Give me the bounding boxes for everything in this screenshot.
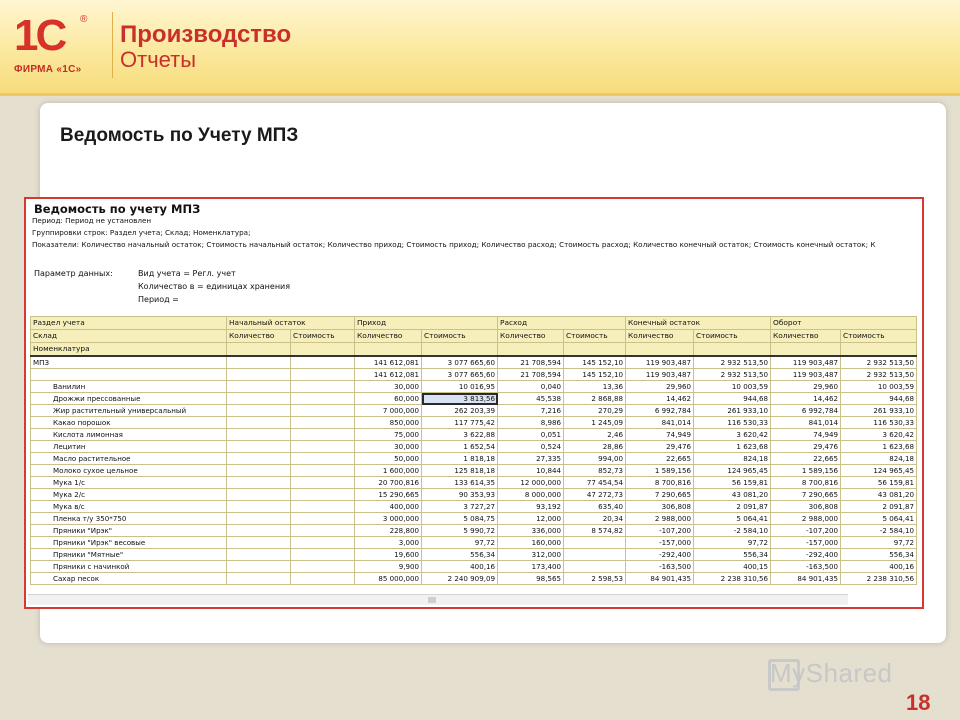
table-row[interactable]	[31, 393, 917, 405]
report-title: Ведомость по учету МПЗ	[34, 202, 201, 216]
value-cell[interactable]: 97,72	[841, 537, 917, 549]
value-cell[interactable]: 56 159,81	[694, 477, 771, 489]
value-cell[interactable]: -163,500	[626, 561, 694, 573]
header-cost: Стоимость	[694, 330, 771, 343]
value-cell[interactable]	[227, 537, 291, 549]
value-cell[interactable]: 20 700,816	[355, 477, 422, 489]
table-row[interactable]	[31, 453, 917, 465]
value-cell[interactable]: 84 901,435	[626, 573, 694, 585]
report-groupings: Группировки строк: Раздел учета; Склад; Номенклатура;	[32, 228, 251, 237]
table-row[interactable]	[31, 525, 917, 537]
header-section-label: Раздел учета	[31, 317, 227, 330]
value-cell[interactable]: 43 081,20	[841, 489, 917, 501]
row-name-cell[interactable]	[31, 369, 227, 381]
value-cell[interactable]: 29,476	[771, 441, 841, 453]
value-cell[interactable]	[227, 369, 291, 381]
value-cell[interactable]	[227, 417, 291, 429]
value-cell[interactable]	[564, 549, 626, 561]
value-cell[interactable]: 2 988,000	[626, 513, 694, 525]
value-cell[interactable]: 5 084,75	[422, 513, 498, 525]
header-cost: Стоимость	[564, 330, 626, 343]
value-cell[interactable]: 944,68	[841, 393, 917, 405]
scrollbar-thumb[interactable]	[428, 597, 436, 603]
value-cell[interactable]: 306,808	[771, 501, 841, 513]
value-cell[interactable]	[227, 477, 291, 489]
value-cell[interactable]: 30,000	[355, 381, 422, 393]
value-cell[interactable]: 0,040	[498, 381, 564, 393]
value-cell[interactable]	[291, 381, 355, 393]
value-cell[interactable]: 43 081,20	[694, 489, 771, 501]
header-qty: Количество	[227, 330, 291, 343]
value-cell[interactable]	[291, 537, 355, 549]
value-cell[interactable]: 2 932 513,50	[694, 369, 771, 381]
header-divider	[112, 12, 113, 78]
value-cell[interactable]: 0,524	[498, 441, 564, 453]
value-cell[interactable]: 97,72	[422, 537, 498, 549]
value-cell[interactable]	[291, 441, 355, 453]
value-cell[interactable]: 841,014	[626, 417, 694, 429]
row-name-cell[interactable]: Пленка т/у 350*750	[31, 513, 227, 525]
value-cell[interactable]: 3 620,42	[841, 429, 917, 441]
value-cell[interactable]: 2 932 513,50	[841, 356, 917, 369]
value-cell[interactable]: 2,46	[564, 429, 626, 441]
header-expense: Расход	[498, 317, 626, 330]
value-cell[interactable]: 1 600,000	[355, 465, 422, 477]
value-cell[interactable]: 5 990,72	[422, 525, 498, 537]
value-cell[interactable]	[291, 369, 355, 381]
table-row[interactable]	[31, 513, 917, 525]
value-cell[interactable]: 6 992,784	[626, 405, 694, 417]
value-cell[interactable]	[227, 525, 291, 537]
report-indicators: Показатели: Количество начальный остаток; Стоимость начальный остаток; Количество приход; Стоимость приход; Количество расход; Стоимость расход; Количество конечный остаток; Стоимость конечный остаток; К	[32, 240, 876, 249]
report-window	[24, 197, 924, 609]
company-logo	[8, 10, 108, 80]
value-cell[interactable]: 173,400	[498, 561, 564, 573]
value-cell[interactable]: 400,15	[694, 561, 771, 573]
row-name-cell[interactable]: Сахар песок	[31, 573, 227, 585]
table-header-row-item	[31, 343, 917, 357]
data-param-accounting-type: Вид учета = Регл. учет	[138, 269, 236, 278]
value-cell[interactable]: 1 623,68	[694, 441, 771, 453]
value-cell[interactable]: 6 992,784	[771, 405, 841, 417]
header-cost: Стоимость	[422, 330, 498, 343]
value-cell[interactable]	[564, 561, 626, 573]
value-cell[interactable]: 56 159,81	[841, 477, 917, 489]
value-cell[interactable]	[291, 453, 355, 465]
value-cell[interactable]	[291, 429, 355, 441]
value-cell[interactable]: 10,844	[498, 465, 564, 477]
value-cell[interactable]: 29,960	[626, 381, 694, 393]
row-name-cell[interactable]: Пряники "Ирэк" весовые	[31, 537, 227, 549]
header-closing-balance: Конечный остаток	[626, 317, 771, 330]
value-cell[interactable]: 3 620,42	[694, 429, 771, 441]
header-warehouse-label: Склад	[31, 330, 227, 343]
value-cell[interactable]: 8 700,816	[771, 477, 841, 489]
value-cell[interactable]: 2 238 310,56	[841, 573, 917, 585]
value-cell[interactable]	[291, 393, 355, 405]
value-cell[interactable]: 7 000,000	[355, 405, 422, 417]
horizontal-scrollbar[interactable]	[28, 594, 848, 605]
logo-firm-name: ФИРМА «1С»	[14, 64, 82, 75]
value-cell[interactable]: 3 813,56	[422, 393, 498, 405]
value-cell[interactable]: 336,000	[498, 525, 564, 537]
row-name-cell[interactable]: Кислота лимонная	[31, 429, 227, 441]
value-cell[interactable]: -292,400	[771, 549, 841, 561]
value-cell[interactable]	[227, 381, 291, 393]
table-row[interactable]	[31, 561, 917, 573]
page-heading: Ведомость по Учету МПЗ	[60, 125, 299, 146]
watermark-text: MyShared	[770, 658, 893, 688]
value-cell[interactable]: 2 238 310,56	[694, 573, 771, 585]
value-cell[interactable]: 8 574,82	[564, 525, 626, 537]
value-cell[interactable]: 1 652,54	[422, 441, 498, 453]
table-row[interactable]	[31, 549, 917, 561]
table-row[interactable]	[31, 417, 917, 429]
value-cell[interactable]: 10 003,59	[694, 381, 771, 393]
value-cell[interactable]: 10 016,95	[422, 381, 498, 393]
value-cell[interactable]	[227, 429, 291, 441]
value-cell[interactable]: 1 818,18	[422, 453, 498, 465]
value-cell[interactable]	[291, 513, 355, 525]
value-cell[interactable]: 3,000	[355, 537, 422, 549]
value-cell[interactable]	[227, 489, 291, 501]
value-cell[interactable]: 556,34	[422, 549, 498, 561]
value-cell[interactable]	[291, 417, 355, 429]
value-cell[interactable]: 74,949	[771, 429, 841, 441]
row-name-cell[interactable]: Мука в/с	[31, 501, 227, 513]
table-row[interactable]	[31, 429, 917, 441]
table-row[interactable]	[31, 405, 917, 417]
value-cell[interactable]: 306,808	[626, 501, 694, 513]
row-name-cell[interactable]: Пряники "Мятные"	[31, 549, 227, 561]
value-cell[interactable]: 75,000	[355, 429, 422, 441]
value-cell[interactable]: -2 584,10	[841, 525, 917, 537]
value-cell[interactable]: 7 290,665	[771, 489, 841, 501]
value-cell[interactable]: 2 932 513,50	[841, 369, 917, 381]
value-cell[interactable]: 98,565	[498, 573, 564, 585]
value-cell[interactable]: 635,40	[564, 501, 626, 513]
value-cell[interactable]: 21 708,594	[498, 369, 564, 381]
value-cell[interactable]: 10 003,59	[841, 381, 917, 393]
value-cell[interactable]: 117 775,42	[422, 417, 498, 429]
value-cell[interactable]: 141 612,081	[355, 369, 422, 381]
value-cell[interactable]: 1 589,156	[626, 465, 694, 477]
value-cell[interactable]: 12,000	[498, 513, 564, 525]
value-cell[interactable]: -107,200	[771, 525, 841, 537]
value-cell[interactable]	[291, 465, 355, 477]
value-cell[interactable]: 133 614,35	[422, 477, 498, 489]
row-name-cell[interactable]: Пряники "Ирэк"	[31, 525, 227, 537]
value-cell[interactable]: 841,014	[771, 417, 841, 429]
value-cell[interactable]	[291, 561, 355, 573]
value-cell[interactable]: 3 077 665,60	[422, 369, 498, 381]
value-cell[interactable]: 119 903,487	[626, 369, 694, 381]
value-cell[interactable]: 3 727,27	[422, 501, 498, 513]
value-cell[interactable]: -157,000	[626, 537, 694, 549]
value-cell[interactable]: 824,18	[694, 453, 771, 465]
value-cell[interactable]: 400,16	[422, 561, 498, 573]
value-cell[interactable]: 9,900	[355, 561, 422, 573]
table-row[interactable]	[31, 465, 917, 477]
table-header-row-warehouse	[31, 330, 917, 343]
value-cell[interactable]: 93,192	[498, 501, 564, 513]
header-income: Приход	[355, 317, 498, 330]
value-cell[interactable]	[227, 405, 291, 417]
value-cell[interactable]: 21 708,594	[498, 356, 564, 369]
value-cell[interactable]: 77 454,54	[564, 477, 626, 489]
value-cell[interactable]: 2 932 513,50	[694, 356, 771, 369]
value-cell[interactable]: 2 091,87	[694, 501, 771, 513]
data-param-period: Период =	[138, 295, 179, 304]
row-name-cell[interactable]: Мука 1/с	[31, 477, 227, 489]
value-cell[interactable]: 400,16	[841, 561, 917, 573]
value-cell[interactable]: 944,68	[694, 393, 771, 405]
row-name-cell[interactable]: Мука 2/с	[31, 489, 227, 501]
value-cell[interactable]: -292,400	[626, 549, 694, 561]
logo-mark: 1С	[14, 11, 65, 60]
value-cell[interactable]	[291, 549, 355, 561]
row-name-cell[interactable]: Ванилин	[31, 381, 227, 393]
report-period: Период: Период не установлен	[32, 216, 152, 225]
value-cell[interactable]: 50,000	[355, 453, 422, 465]
value-cell[interactable]: 3 077 665,60	[422, 356, 498, 369]
value-cell[interactable]: 125 818,18	[422, 465, 498, 477]
value-cell[interactable]: -163,500	[771, 561, 841, 573]
table-row[interactable]	[31, 537, 917, 549]
data-param-quantity-unit: Количество в = единицах хранения	[138, 282, 291, 291]
value-cell[interactable]	[227, 356, 291, 369]
header-qty: Количество	[498, 330, 564, 343]
value-cell[interactable]: 400,000	[355, 501, 422, 513]
row-name-cell[interactable]: Пряники с начинкой	[31, 561, 227, 573]
value-cell[interactable]: -2 584,10	[694, 525, 771, 537]
value-cell[interactable]: 74,949	[626, 429, 694, 441]
row-name-cell[interactable]: Масло растительное	[31, 453, 227, 465]
value-cell[interactable]: 124 965,45	[694, 465, 771, 477]
table-row[interactable]	[31, 441, 917, 453]
value-cell[interactable]: 29,960	[771, 381, 841, 393]
value-cell[interactable]: 145 152,10	[564, 356, 626, 369]
value-cell[interactable]	[291, 525, 355, 537]
table-row[interactable]	[31, 369, 917, 381]
value-cell[interactable]: 2 868,88	[564, 393, 626, 405]
value-cell[interactable]	[291, 477, 355, 489]
value-cell[interactable]	[291, 405, 355, 417]
value-cell[interactable]: 261 933,10	[841, 405, 917, 417]
value-cell[interactable]: 28,86	[564, 441, 626, 453]
header-turnover: Оборот	[771, 317, 917, 330]
value-cell[interactable]: 850,000	[355, 417, 422, 429]
value-cell[interactable]: 90 353,93	[422, 489, 498, 501]
header-qty: Количество	[355, 330, 422, 343]
value-cell[interactable]: 160,000	[498, 537, 564, 549]
value-cell[interactable]: 994,00	[564, 453, 626, 465]
value-cell[interactable]	[291, 356, 355, 369]
value-cell[interactable]: 5 064,41	[694, 513, 771, 525]
header-cost: Стоимость	[841, 330, 917, 343]
report-table-body	[31, 356, 917, 585]
table-row[interactable]	[31, 573, 917, 585]
value-cell[interactable]: 8 000,000	[498, 489, 564, 501]
value-cell[interactable]: 228,800	[355, 525, 422, 537]
value-cell[interactable]: 0,051	[498, 429, 564, 441]
slide-header	[0, 0, 960, 96]
value-cell[interactable]: 3 622,88	[422, 429, 498, 441]
value-cell[interactable]: 124 965,45	[841, 465, 917, 477]
row-name-cell[interactable]: Молоко сухое цельное	[31, 465, 227, 477]
page-number: 18	[906, 690, 931, 715]
header-item-label: Номенклатура	[31, 343, 227, 357]
value-cell[interactable]: 312,000	[498, 549, 564, 561]
header-cost: Стоимость	[291, 330, 355, 343]
table-row[interactable]	[31, 381, 917, 393]
row-name-cell[interactable]: Дрожжи прессованные	[31, 393, 227, 405]
value-cell[interactable]: 12 000,000	[498, 477, 564, 489]
value-cell[interactable]: 8 700,816	[626, 477, 694, 489]
value-cell[interactable]: 7 290,665	[626, 489, 694, 501]
header-opening-balance: Начальный остаток	[227, 317, 355, 330]
value-cell[interactable]: 22,665	[771, 453, 841, 465]
value-cell[interactable]: 2 091,87	[841, 501, 917, 513]
value-cell[interactable]	[564, 537, 626, 549]
value-cell[interactable]: 119 903,487	[771, 369, 841, 381]
value-cell[interactable]	[227, 453, 291, 465]
value-cell[interactable]: 20,34	[564, 513, 626, 525]
header-qty: Количество	[771, 330, 841, 343]
value-cell[interactable]: 7,216	[498, 405, 564, 417]
row-name-cell[interactable]: Жир растительный универсальный	[31, 405, 227, 417]
value-cell[interactable]	[227, 573, 291, 585]
value-cell[interactable]	[291, 573, 355, 585]
value-cell[interactable]: 852,73	[564, 465, 626, 477]
value-cell[interactable]: 14,462	[771, 393, 841, 405]
value-cell[interactable]	[227, 465, 291, 477]
data-params-label: Параметр данных:	[34, 269, 113, 278]
value-cell[interactable]: 60,000	[355, 393, 422, 405]
value-cell[interactable]: 30,000	[355, 441, 422, 453]
value-cell[interactable]: 1 589,156	[771, 465, 841, 477]
value-cell[interactable]: 119 903,487	[626, 356, 694, 369]
value-cell[interactable]: 85 000,000	[355, 573, 422, 585]
value-cell[interactable]: 14,462	[626, 393, 694, 405]
value-cell[interactable]: 84 901,435	[771, 573, 841, 585]
value-cell[interactable]	[227, 441, 291, 453]
value-cell[interactable]: 22,665	[626, 453, 694, 465]
value-cell[interactable]: 824,18	[841, 453, 917, 465]
header-subtitle: Отчеты	[120, 47, 197, 72]
value-cell[interactable]: 13,36	[564, 381, 626, 393]
value-cell[interactable]: 2 240 909,09	[422, 573, 498, 585]
report-table	[30, 316, 917, 585]
value-cell[interactable]: 15 290,665	[355, 489, 422, 501]
value-cell[interactable]: 556,34	[694, 549, 771, 561]
table-row[interactable]	[31, 477, 917, 489]
value-cell[interactable]: 261 933,10	[694, 405, 771, 417]
header-title: Производство	[120, 21, 292, 48]
value-cell[interactable]: 2 598,53	[564, 573, 626, 585]
value-cell[interactable]: 97,72	[694, 537, 771, 549]
value-cell[interactable]: 47 272,73	[564, 489, 626, 501]
value-cell[interactable]: 19,600	[355, 549, 422, 561]
value-cell[interactable]: 262 203,39	[422, 405, 498, 417]
value-cell[interactable]: 5 064,41	[841, 513, 917, 525]
value-cell[interactable]: -157,000	[771, 537, 841, 549]
value-cell[interactable]: 1 623,68	[841, 441, 917, 453]
table-row[interactable]	[31, 489, 917, 501]
value-cell[interactable]: 29,476	[626, 441, 694, 453]
value-cell[interactable]: -107,200	[626, 525, 694, 537]
value-cell[interactable]: 145 152,10	[564, 369, 626, 381]
value-cell[interactable]: 141 612,081	[355, 356, 422, 369]
value-cell[interactable]	[227, 501, 291, 513]
value-cell[interactable]: 116 530,33	[841, 417, 917, 429]
value-cell[interactable]: 27,335	[498, 453, 564, 465]
value-cell[interactable]: 2 988,000	[771, 513, 841, 525]
logo-registered-mark: ®	[80, 14, 88, 25]
value-cell[interactable]: 119 903,487	[771, 356, 841, 369]
value-cell[interactable]: 45,538	[498, 393, 564, 405]
value-cell[interactable]: 1 245,09	[564, 417, 626, 429]
row-name-cell[interactable]: МПЗ	[31, 356, 227, 369]
value-cell[interactable]: 270,29	[564, 405, 626, 417]
value-cell[interactable]	[227, 393, 291, 405]
row-name-cell[interactable]: Какао порошок	[31, 417, 227, 429]
value-cell[interactable]: 116 530,33	[694, 417, 771, 429]
value-cell[interactable]	[291, 501, 355, 513]
value-cell[interactable]	[227, 561, 291, 573]
table-row[interactable]	[31, 501, 917, 513]
table-header-row-section	[31, 317, 917, 330]
value-cell[interactable]	[227, 513, 291, 525]
header-qty: Количество	[626, 330, 694, 343]
table-row[interactable]	[31, 356, 917, 369]
value-cell[interactable]	[291, 489, 355, 501]
value-cell[interactable]	[227, 549, 291, 561]
value-cell[interactable]: 556,34	[841, 549, 917, 561]
value-cell[interactable]: 3 000,000	[355, 513, 422, 525]
row-name-cell[interactable]: Лецитин	[31, 441, 227, 453]
value-cell[interactable]: 8,986	[498, 417, 564, 429]
